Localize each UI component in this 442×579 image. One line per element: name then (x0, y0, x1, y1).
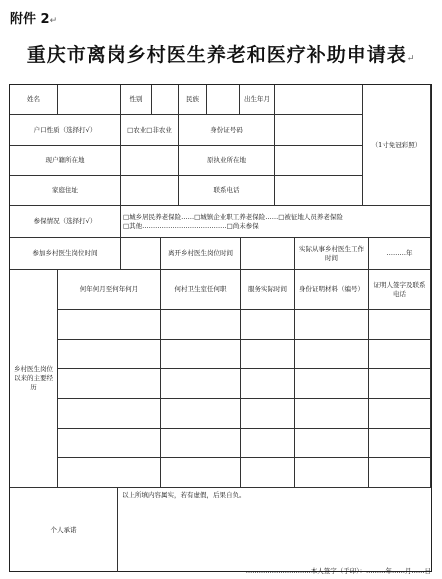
history-cell[interactable] (161, 399, 241, 429)
history-cell[interactable] (295, 369, 369, 399)
history-cell[interactable] (369, 340, 431, 370)
history-header-proof: 身份证明材料（编号） (295, 270, 369, 310)
history-header-position: 何村卫生室任何职 (161, 270, 241, 310)
name-field[interactable] (58, 85, 121, 115)
gender-label: 性别 (121, 85, 152, 115)
history-cell[interactable] (241, 369, 295, 399)
history-cell[interactable] (58, 310, 161, 340)
work-location-label: 原执业所在地 (179, 146, 275, 176)
address-field[interactable] (121, 176, 179, 206)
insurance-label: 参保情况（选择打√） (10, 206, 121, 238)
history-cell[interactable] (369, 429, 431, 459)
ethnicity-field[interactable] (207, 85, 240, 115)
id-card-label: 身份证号码 (179, 115, 275, 146)
work-years-label: 实际从事乡村医生工作时间 (295, 238, 369, 270)
birth-label: 出生年月 (240, 85, 275, 115)
name-label: 姓名 (10, 85, 58, 115)
history-cell[interactable] (161, 369, 241, 399)
history-cell[interactable] (161, 429, 241, 459)
promise-area[interactable] (118, 488, 431, 572)
hukou-type-options[interactable] (121, 115, 179, 146)
id-card-field[interactable] (275, 115, 363, 146)
address-label: 家庭住址 (10, 176, 121, 206)
hukou-type-label: 户口性质（选择打√） (10, 115, 121, 146)
history-cell[interactable] (295, 340, 369, 370)
history-cell[interactable] (241, 429, 295, 459)
history-cell[interactable] (241, 399, 295, 429)
history-side-label: 乡村医生岗位以来的主要经历 (10, 270, 58, 488)
history-cell[interactable] (295, 458, 369, 488)
promise-text: 以上所填内容属实，若有虚假，后果自负。 (122, 491, 246, 499)
history-cell[interactable] (161, 340, 241, 370)
form-title: 重庆市离岗乡村医生养老和医疗补助申请表↵ (26, 44, 416, 66)
insurance-options[interactable] (121, 206, 431, 238)
insurance-options-line2[interactable]: □其他…………………………………□尚未参保 (123, 221, 259, 230)
birth-field[interactable] (275, 85, 363, 115)
option-agri[interactable]: □农业 (127, 125, 147, 134)
work-years-field[interactable] (369, 238, 431, 270)
phone-label: 联系电话 (179, 176, 275, 206)
leave-time-label: 离开乡村医生岗位时间 (161, 238, 241, 270)
gender-field[interactable] (152, 85, 179, 115)
photo-box: （1寸免冠彩照） (363, 85, 431, 206)
hukou-location-label: 现户籍所在地 (10, 146, 121, 176)
history-cell[interactable] (369, 458, 431, 488)
ethnicity-label: 民族 (179, 85, 207, 115)
history-cell[interactable] (58, 429, 161, 459)
promise-label: 个人承诺 (10, 488, 118, 572)
application-form (9, 84, 432, 575)
attachment-label: 附件 2↵ (10, 12, 58, 27)
work-years-unit: ………年 (386, 249, 413, 257)
history-header-period: 何年何月至何年何月 (58, 270, 161, 310)
option-nonagri[interactable]: □非农业 (146, 125, 172, 134)
work-location-field[interactable] (275, 146, 363, 176)
history-cell[interactable] (295, 429, 369, 459)
history-header-witness: 证明人签字及联系电话 (369, 270, 431, 310)
history-cell[interactable] (369, 399, 431, 429)
history-cell[interactable] (241, 458, 295, 488)
history-cell[interactable] (58, 399, 161, 429)
history-cell[interactable] (161, 458, 241, 488)
signature-line: …………………………本人签字（手印）：………年……月……日 (245, 567, 431, 575)
phone-field[interactable] (275, 176, 363, 206)
history-cell[interactable] (369, 310, 431, 340)
hukou-location-field[interactable] (121, 146, 179, 176)
history-cell[interactable] (58, 458, 161, 488)
history-cell[interactable] (58, 369, 161, 399)
start-time-field[interactable] (121, 238, 161, 270)
history-cell[interactable] (241, 340, 295, 370)
leave-time-field[interactable] (241, 238, 295, 270)
history-cell[interactable] (295, 310, 369, 340)
history-cell[interactable] (161, 310, 241, 340)
insurance-options-line1[interactable]: □城乡居民养老保险……□城镇企业职工养老保险……□被征地人员养老保险 (123, 212, 343, 221)
history-cell[interactable] (58, 340, 161, 370)
start-time-label: 参加乡村医生岗位时间 (10, 238, 121, 270)
history-cell[interactable] (241, 310, 295, 340)
history-cell[interactable] (369, 369, 431, 399)
history-header-service: 服务实际时间 (241, 270, 295, 310)
history-cell[interactable] (295, 399, 369, 429)
